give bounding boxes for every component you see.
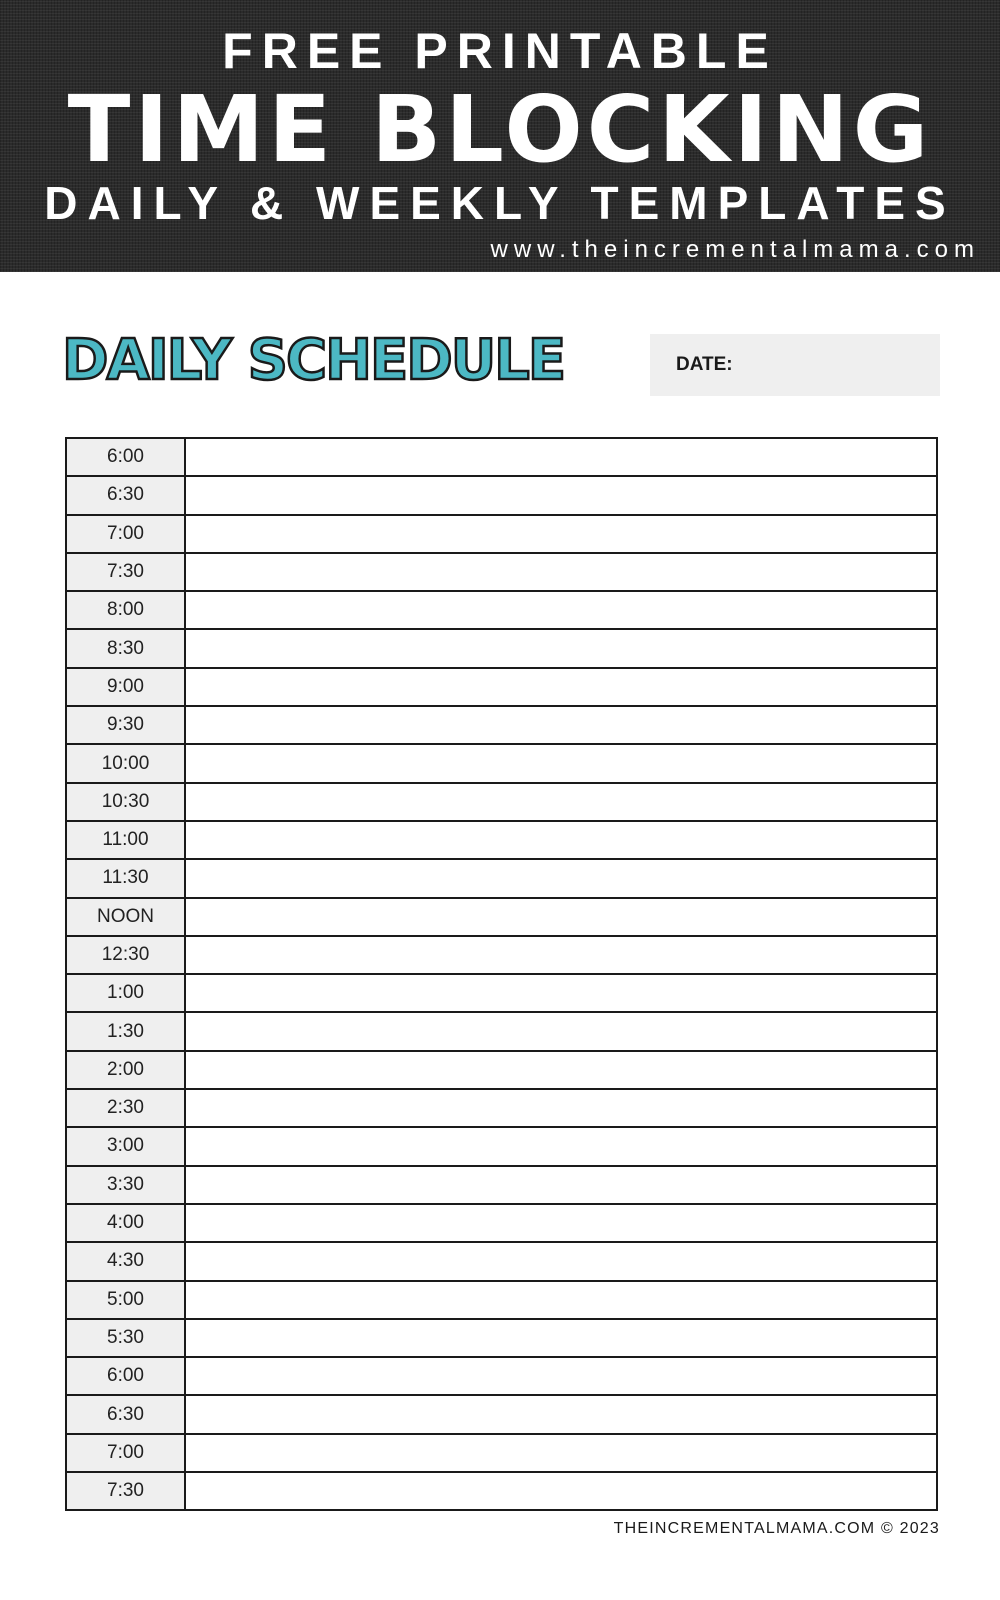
time-slot[interactable] (186, 745, 936, 781)
time-slot[interactable] (186, 1128, 936, 1164)
table-row (67, 937, 936, 975)
time-slot[interactable] (186, 784, 936, 820)
table-row (67, 1282, 936, 1320)
table-row (67, 1473, 936, 1509)
time-slot[interactable] (186, 1320, 936, 1356)
time-slot[interactable] (186, 439, 936, 475)
table-row (67, 745, 936, 783)
time-slot[interactable] (186, 1358, 936, 1394)
time-slot[interactable] (186, 1013, 936, 1049)
table-row (67, 822, 936, 860)
table-row (67, 1167, 936, 1205)
time-label: 10:00 (67, 745, 186, 781)
date-field[interactable] (650, 334, 940, 396)
time-label: 12:30 (67, 937, 186, 973)
footer-copyright: THEINCREMENTALMAMA.COM © 2023 (613, 1520, 940, 1537)
time-label: 5:30 (67, 1320, 186, 1356)
time-slot[interactable] (186, 630, 936, 666)
time-slot[interactable] (186, 899, 936, 935)
time-label: 3:30 (67, 1167, 186, 1203)
time-slot[interactable] (186, 1167, 936, 1203)
time-label: 4:00 (67, 1205, 186, 1241)
time-slot[interactable] (186, 860, 936, 896)
time-slot[interactable] (186, 822, 936, 858)
time-label: 11:00 (67, 822, 186, 858)
time-label: 6:30 (67, 477, 186, 513)
time-slot[interactable] (186, 937, 936, 973)
table-row (67, 1205, 936, 1243)
time-label: 7:00 (67, 516, 186, 552)
time-label: 7:00 (67, 1435, 186, 1471)
table-row (67, 899, 936, 937)
banner-kicker: FREE PRINTABLE (222, 23, 778, 79)
table-row (67, 1243, 936, 1281)
table-row (67, 1358, 936, 1396)
banner-url: www.theincrementalmama.com (490, 236, 980, 263)
time-label: 9:00 (67, 669, 186, 705)
table-row (67, 1320, 936, 1358)
time-label: NOON (67, 899, 186, 935)
table-row (67, 669, 936, 707)
table-row (67, 630, 936, 668)
time-slot[interactable] (186, 477, 936, 513)
table-row (67, 1013, 936, 1051)
time-label: 9:30 (67, 707, 186, 743)
header-banner (0, 0, 1000, 272)
table-row (67, 1052, 936, 1090)
time-label: 6:00 (67, 1358, 186, 1394)
time-label: 10:30 (67, 784, 186, 820)
table-row (67, 975, 936, 1013)
time-label: 8:00 (67, 592, 186, 628)
time-label: 11:30 (67, 860, 186, 896)
time-slot[interactable] (186, 1205, 936, 1241)
banner-title: TIME BLOCKING (67, 76, 933, 183)
time-slot[interactable] (186, 1396, 936, 1432)
table-row (67, 477, 936, 515)
time-slot[interactable] (186, 1052, 936, 1088)
table-row (67, 516, 936, 554)
table-row (67, 592, 936, 630)
time-slot[interactable] (186, 669, 936, 705)
time-slot[interactable] (186, 1282, 936, 1318)
table-row (67, 1435, 936, 1473)
time-label: 7:30 (67, 554, 186, 590)
table-row (67, 1396, 936, 1434)
table-row (67, 554, 936, 592)
time-label: 2:00 (67, 1052, 186, 1088)
time-label: 1:00 (67, 975, 186, 1011)
time-slot[interactable] (186, 1435, 936, 1471)
time-label: 1:30 (67, 1013, 186, 1049)
time-label: 2:30 (67, 1090, 186, 1126)
table-row (67, 784, 936, 822)
time-label: 3:00 (67, 1128, 186, 1164)
time-slot[interactable] (186, 554, 936, 590)
table-row (67, 439, 936, 477)
page-title: DAILY SCHEDULE (62, 328, 565, 393)
schedule-table (65, 437, 938, 1511)
time-label: 6:00 (67, 439, 186, 475)
time-label: 7:30 (67, 1473, 186, 1509)
time-label: 4:30 (67, 1243, 186, 1279)
time-label: 6:30 (67, 1396, 186, 1432)
time-slot[interactable] (186, 975, 936, 1011)
time-slot[interactable] (186, 592, 936, 628)
time-slot[interactable] (186, 516, 936, 552)
table-row (67, 1090, 936, 1128)
time-slot[interactable] (186, 707, 936, 743)
time-label: 5:00 (67, 1282, 186, 1318)
time-slot[interactable] (186, 1243, 936, 1279)
time-slot[interactable] (186, 1473, 936, 1509)
time-slot[interactable] (186, 1090, 936, 1126)
date-label: DATE: (676, 354, 733, 375)
table-row (67, 1128, 936, 1166)
table-row (67, 707, 936, 745)
time-label: 8:30 (67, 630, 186, 666)
banner-subtitle: DAILY & WEEKLY TEMPLATES (44, 177, 956, 229)
table-row (67, 860, 936, 898)
